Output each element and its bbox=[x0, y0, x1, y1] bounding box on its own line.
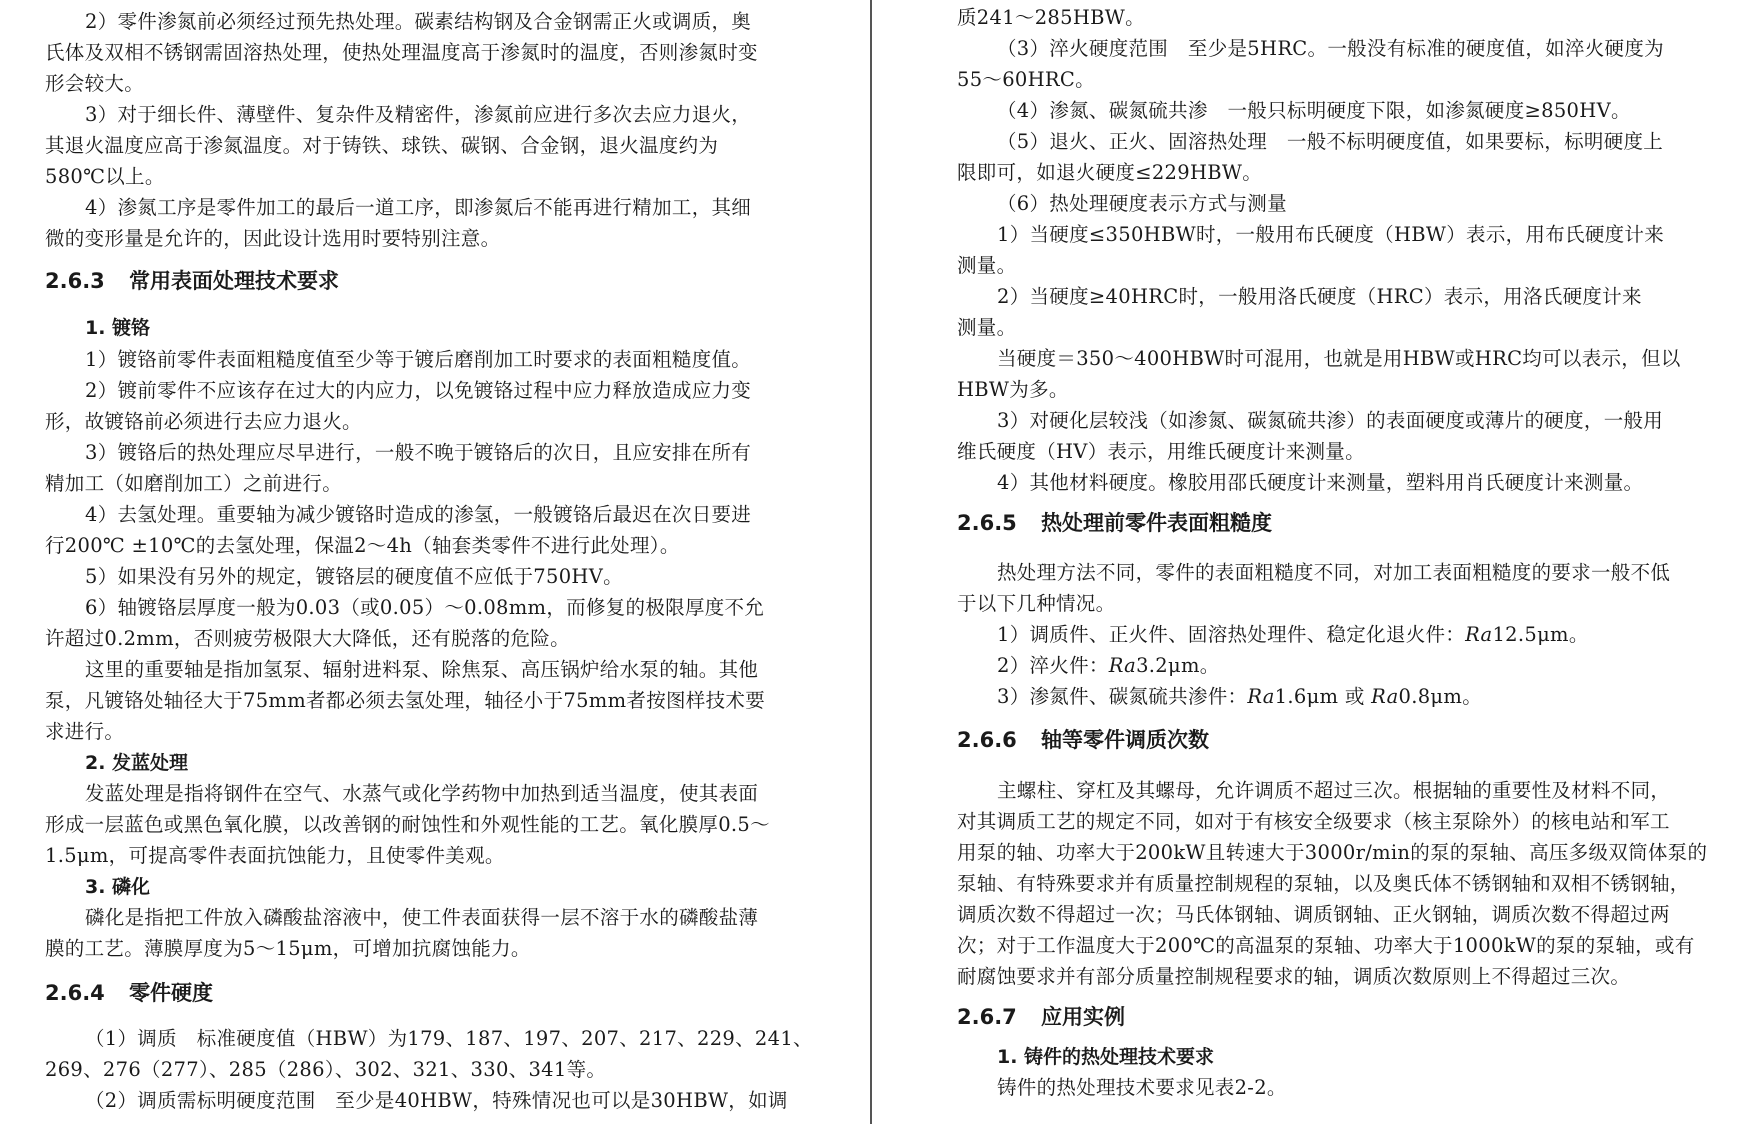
text-line bbox=[957, 68, 1095, 92]
text-line bbox=[957, 254, 1016, 278]
text-line-content: 2）镀前零件不应该存在过大的内应力，以免镀铬过程中应力释放造成应力变 bbox=[85, 379, 752, 402]
text-line-content: （2）调质需标明硬度范围 至少是40HBW，特殊情况也可以是30HBW，如调 bbox=[85, 1089, 788, 1112]
text-line-content: 形成一层蓝色或黑色氧化膜，以改善钢的耐蚀性和外观性能的工艺。氧化膜厚0.5～ bbox=[45, 813, 770, 836]
text-line bbox=[997, 685, 1482, 709]
text-line-content: 3）对硬化层较浅（如渗氮、碳氮硫共渗）的表面硬度或薄片的硬度，一般用 bbox=[997, 409, 1664, 432]
text-line-content: 6）轴镀铬层厚度一般为0.03（或0.05）～0.08mm，而修复的极限厚度不允 bbox=[85, 596, 765, 619]
roughness-symbol: Ra bbox=[1371, 685, 1399, 708]
text-line-content: 3）渗氮件、碳氮硫共渗件： bbox=[997, 685, 1248, 708]
text-line bbox=[45, 534, 680, 558]
text-line bbox=[45, 134, 718, 158]
text-line-content: 许超过0.2mm，否则疲劳极限大大降低，还有脱落的危险。 bbox=[45, 627, 570, 650]
text-line-content: （3）淬火硬度范围 至少是5HRC。一般没有标准的硬度值，如淬火硬度为 bbox=[997, 37, 1664, 60]
section-number: 2.6.7 bbox=[957, 1005, 1017, 1029]
text-line-content: 形会较大。 bbox=[45, 72, 145, 95]
text-line-content: 2）零件渗氮前必须经过预先热处理。碳素结构钢及合金钢需正火或调质，奥 bbox=[85, 10, 752, 33]
text-line bbox=[997, 654, 1220, 678]
text-line-content: 2）当硬度≥40HRC时，一般用洛氏硬度（HRC）表示，用洛氏硬度计来 bbox=[997, 285, 1642, 308]
text-line bbox=[85, 379, 751, 403]
text-line bbox=[85, 503, 751, 527]
text-line-content: 调质次数不得超过一次；马氏体钢轴、调质钢轴、正火钢轴，调质次数不得超过两 bbox=[957, 903, 1670, 926]
text-line-content: 次；对于工作温度大于200℃的高温泵的泵轴、功率大于1000kW的泵的泵轴，或有 bbox=[957, 934, 1695, 957]
text-line-content: HBW为多。 bbox=[957, 378, 1069, 401]
section-number: 2.6.5 bbox=[957, 511, 1017, 535]
text-line-content: 4）去氢处理。重要轴为减少镀铬时造成的渗氢，一般镀铬后最迟在次日要进 bbox=[85, 503, 752, 526]
text-line bbox=[997, 409, 1663, 433]
text-line bbox=[957, 161, 1262, 185]
text-line bbox=[45, 410, 362, 434]
text-line bbox=[997, 623, 1589, 647]
text-line bbox=[85, 565, 623, 589]
text-line bbox=[85, 782, 758, 806]
text-line bbox=[45, 1058, 606, 1082]
text-line-content: （4）渗氮、碳氮硫共渗 一般只标明硬度下限，如渗氮硬度≥850HV。 bbox=[997, 99, 1631, 122]
roughness-value: 3.2μm。 bbox=[1136, 654, 1220, 677]
text-line-content: 行200℃ ±10℃的去氢处理，保温2～4h（轴套类零件不进行此处理）。 bbox=[45, 534, 680, 557]
roughness-symbol: Ra bbox=[1247, 685, 1275, 708]
text-line-content: 1.5μm，可提高零件表面抗蚀能力，且使零件美观。 bbox=[45, 844, 505, 867]
text-line-content: 4）其他材料硬度。橡胶用邵氏硬度计来测量，塑料用肖氏硬度计来测量。 bbox=[997, 471, 1644, 494]
text-line-content: 580℃以上。 bbox=[45, 165, 165, 188]
text-line-content: 磷化是指把工件放入磷酸盐溶液中，使工件表面获得一层不溶于水的磷酸盐薄 bbox=[85, 906, 759, 929]
text-line bbox=[957, 6, 1145, 30]
text-line bbox=[957, 810, 1670, 834]
text-line bbox=[957, 903, 1670, 927]
text-line bbox=[85, 10, 751, 34]
text-line-content: 耐腐蚀要求并有部分质量控制规程要求的轴，调质次数原则上不得超过三次。 bbox=[957, 965, 1631, 988]
text-line-content: 55～60HRC。 bbox=[957, 68, 1095, 91]
text-line bbox=[85, 441, 751, 465]
text-line-content: 发蓝处理是指将钢件在空气、水蒸气或化学药物中加热到适当温度，使其表面 bbox=[85, 782, 759, 805]
text-line bbox=[45, 72, 144, 96]
text-line-content: 测量。 bbox=[957, 254, 1017, 277]
text-line-content: （6）热处理硬度表示方式与测量 bbox=[997, 192, 1287, 215]
text-line bbox=[997, 223, 1664, 247]
section-title: 应用实例 bbox=[1041, 1005, 1125, 1029]
text-line bbox=[997, 192, 1287, 216]
text-line-content: 氏体及双相不锈钢需固溶热处理，使热处理温度高于渗氮时的温度，否则渗氮时变 bbox=[45, 41, 758, 64]
roughness-value: 12.5μm。 bbox=[1492, 623, 1589, 646]
text-line bbox=[997, 37, 1664, 61]
section-heading bbox=[957, 1004, 1125, 1030]
text-line bbox=[997, 1076, 1287, 1100]
text-line bbox=[957, 934, 1695, 958]
text-line bbox=[45, 165, 165, 189]
text-line-content: 铸件的热处理技术要求见表2-2。 bbox=[997, 1076, 1287, 1099]
text-line bbox=[45, 41, 758, 65]
section-title: 常用表面处理技术要求 bbox=[129, 269, 339, 293]
text-line bbox=[957, 965, 1630, 989]
text-line bbox=[997, 99, 1631, 123]
text-line-content: 膜的工艺。薄膜厚度为5～15μm，可增加抗腐蚀能力。 bbox=[45, 937, 531, 960]
section-number: 2.6.4 bbox=[45, 981, 105, 1005]
text-line-content: 于以下几种情况。 bbox=[957, 592, 1116, 615]
text-line-content: 其退火温度应高于渗氮温度。对于铸铁、球铁、碳钢、合金钢，退火温度约为 bbox=[45, 134, 719, 157]
text-line bbox=[957, 592, 1115, 616]
section-heading bbox=[957, 727, 1209, 753]
text-line bbox=[45, 813, 770, 837]
text-line bbox=[45, 689, 765, 713]
section-title: 轴等零件调质次数 bbox=[1041, 728, 1209, 752]
text-line-content: 质241～285HBW。 bbox=[957, 6, 1145, 29]
text-line bbox=[45, 227, 500, 251]
text-line-content: 2）淬火件： bbox=[997, 654, 1109, 677]
subsection-heading: 3. 磷化 bbox=[85, 876, 151, 898]
text-line-content: 测量。 bbox=[957, 316, 1017, 339]
text-line-content: 用泵的轴、功率大于200kW且转速大于3000r/min的泵的泵轴、高压多级双筒体泵的 bbox=[957, 841, 1708, 864]
section-heading bbox=[957, 510, 1272, 536]
text-line bbox=[45, 627, 570, 651]
section-title: 零件硬度 bbox=[129, 981, 213, 1005]
section-heading bbox=[45, 980, 213, 1006]
text-line-content: 维氏硬度（HV）表示，用维氏硬度计来测量。 bbox=[957, 440, 1365, 463]
text-line bbox=[957, 841, 1707, 865]
text-line bbox=[85, 348, 751, 372]
text-line-content: 1）调质件、正火件、固溶热处理件、稳定化退火件： bbox=[997, 623, 1466, 646]
text-line-content: 4）渗氮工序是零件加工的最后一道工序，即渗氮后不能再进行精加工，其细 bbox=[85, 196, 752, 219]
text-line bbox=[957, 872, 1690, 896]
text-line-content: 求进行。 bbox=[45, 720, 125, 743]
text-line-content: 这里的重要轴是指加氢泵、辐射进料泵、除焦泵、高压锅炉给水泵的轴。其他 bbox=[85, 658, 759, 681]
text-line bbox=[997, 779, 1670, 803]
text-line-content: 泵，凡镀铬处轴径大于75mm者都必须去氢处理，轴径小于75mm者按图样技术要 bbox=[45, 689, 765, 712]
text-line bbox=[45, 844, 505, 868]
text-line bbox=[85, 196, 751, 220]
text-line-content: 微的变形量是允许的，因此设计选用时要特别注意。 bbox=[45, 227, 501, 250]
subsection-heading: 1. 镀铬 bbox=[85, 317, 151, 339]
text-line bbox=[85, 906, 758, 930]
text-line bbox=[997, 347, 1681, 371]
text-line-content: 热处理方法不同，零件的表面粗糙度不同，对加工表面粗糙度的要求一般不低 bbox=[997, 561, 1671, 584]
section-heading bbox=[45, 268, 339, 294]
text-line bbox=[997, 471, 1643, 495]
text-line bbox=[957, 440, 1365, 464]
text-line-content: 5）如果没有另外的规定，镀铬层的硬度值不应低于750HV。 bbox=[85, 565, 623, 588]
text-line-content: （5）退火、正火、固溶热处理 一般不标明硬度值，如果要标，标明硬度上 bbox=[997, 130, 1664, 153]
text-line bbox=[45, 720, 124, 744]
text-line-content: 3）镀铬后的热处理应尽早进行，一般不晚于镀铬后的次日，且应安排在所有 bbox=[85, 441, 752, 464]
roughness-value: 0.8μm。 bbox=[1398, 685, 1482, 708]
text-line-content: 当硬度＝350～400HBW时可混用，也就是用HBW或HRC均可以表示，但以 bbox=[997, 347, 1681, 370]
text-line bbox=[85, 1027, 813, 1051]
subsection-heading: 2. 发蓝处理 bbox=[85, 752, 189, 774]
text-line bbox=[957, 316, 1016, 340]
text-line-content: 泵轴、有特殊要求并有质量控制规程的泵轴，以及奥氏体不锈钢轴和双相不锈钢轴， bbox=[957, 872, 1690, 895]
text-line bbox=[45, 937, 531, 961]
subsection-heading: 1. 铸件的热处理技术要求 bbox=[997, 1046, 1215, 1068]
text-line bbox=[997, 561, 1670, 585]
text-line-content: 精加工（如磨削加工）之前进行。 bbox=[45, 472, 343, 495]
text-line bbox=[85, 596, 764, 620]
text-line-content: 1）当硬度≤350HBW时，一般用布氏硬度（HBW）表示，用布氏硬度计来 bbox=[997, 223, 1665, 246]
text-line-content: 269、276（277）、285（286）、302、321、330、341等。 bbox=[45, 1058, 607, 1081]
text-line-content: 对其调质工艺的规定不同，如对于有核安全级要求（核主泵除外）的核电站和军工 bbox=[957, 810, 1670, 833]
text-line bbox=[997, 130, 1663, 154]
section-title: 热处理前零件表面粗糙度 bbox=[1041, 511, 1272, 535]
text-line-content: 形，故镀铬前必须进行去应力退火。 bbox=[45, 410, 362, 433]
roughness-symbol: Ra bbox=[1108, 654, 1137, 677]
roughness-symbol: Ra bbox=[1465, 623, 1493, 646]
text-line-content: 1）镀铬前零件表面粗糙度值至少等于镀后磨削加工时要求的表面粗糙度值。 bbox=[85, 348, 752, 371]
section-number: 2.6.6 bbox=[957, 728, 1017, 752]
text-line-content: 3）对于细长件、薄壁件、复杂件及精密件，渗氮前应进行多次去应力退火， bbox=[85, 103, 752, 126]
text-line-content: 主螺柱、穿杠及其螺母，允许调质不超过三次。根据轴的重要性及材料不同， bbox=[997, 779, 1671, 802]
text-line bbox=[45, 472, 342, 496]
section-number: 2.6.3 bbox=[45, 269, 105, 293]
text-line bbox=[85, 658, 758, 682]
page-divider-line bbox=[870, 0, 872, 1124]
text-line bbox=[85, 1089, 788, 1113]
text-line bbox=[997, 285, 1642, 309]
text-line bbox=[85, 103, 751, 127]
text-line-content: （1）调质 标准硬度值（HBW）为179、187、197、207、217、229、241、 bbox=[85, 1027, 813, 1050]
text-line bbox=[957, 378, 1069, 402]
roughness-value: 1.6μm 或 bbox=[1274, 685, 1372, 708]
text-line-content: 限即可，如退火硬度≤229HBW。 bbox=[957, 161, 1263, 184]
